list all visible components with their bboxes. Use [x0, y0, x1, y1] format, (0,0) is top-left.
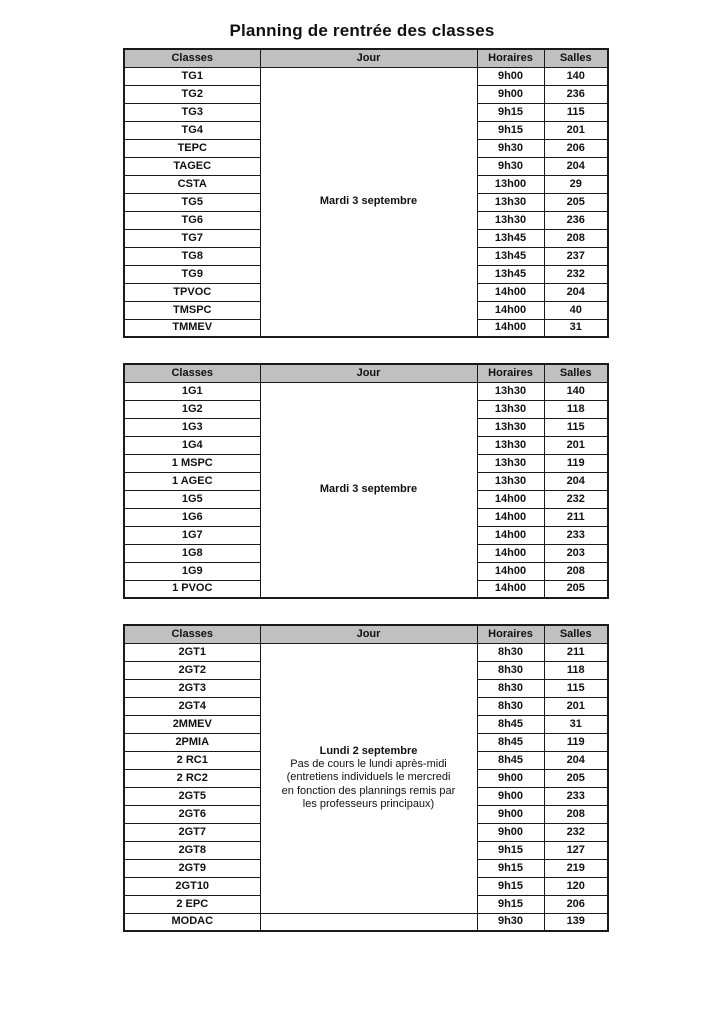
class-cell: 2GT1	[124, 643, 260, 661]
salle-cell: 205	[544, 193, 608, 211]
horaire-cell: 8h30	[477, 643, 544, 661]
column-header-salles: Salles	[544, 49, 608, 67]
horaire-cell: 13h30	[477, 382, 544, 400]
class-cell: 2GT8	[124, 841, 260, 859]
horaire-cell: 13h30	[477, 472, 544, 490]
horaire-cell: 9h15	[477, 103, 544, 121]
horaire-cell: 14h00	[477, 319, 544, 337]
horaire-cell: 8h45	[477, 751, 544, 769]
jour-cell	[260, 67, 477, 337]
class-cell: TG6	[124, 211, 260, 229]
class-cell: 1 MSPC	[124, 454, 260, 472]
horaire-cell: 9h00	[477, 823, 544, 841]
class-cell: 1G5	[124, 490, 260, 508]
class-cell: 1G4	[124, 436, 260, 454]
horaire-cell: 14h00	[477, 562, 544, 580]
jour-day-label: Mardi 3 septembre	[319, 195, 418, 208]
horaire-cell: 8h30	[477, 679, 544, 697]
page-title: Planning de rentrée des classes	[229, 21, 495, 40]
horaire-cell: 9h15	[477, 877, 544, 895]
class-cell: 2GT2	[124, 661, 260, 679]
jour-cell-empty	[260, 913, 477, 931]
salle-cell: 208	[544, 562, 608, 580]
salle-cell: 140	[544, 67, 608, 85]
class-cell: 2GT10	[124, 877, 260, 895]
horaire-cell: 14h00	[477, 301, 544, 319]
horaire-cell: 9h15	[477, 841, 544, 859]
column-header-classes: Classes	[124, 49, 260, 67]
horaire-cell: 13h30	[477, 400, 544, 418]
class-cell: 2MMEV	[124, 715, 260, 733]
horaire-cell: 9h15	[477, 121, 544, 139]
horaire-cell: 14h00	[477, 526, 544, 544]
horaire-cell: 13h30	[477, 436, 544, 454]
jour-day-label: Mardi 3 septembre	[319, 483, 418, 496]
table-row	[124, 382, 608, 400]
salle-cell: 31	[544, 715, 608, 733]
salle-cell: 211	[544, 508, 608, 526]
header-row	[124, 625, 608, 643]
class-cell: 2GT3	[124, 679, 260, 697]
class-cell: TAGEC	[124, 157, 260, 175]
salle-cell: 201	[544, 697, 608, 715]
salle-cell: 115	[544, 679, 608, 697]
column-header-horaires: Horaires	[477, 625, 544, 643]
class-cell: TG5	[124, 193, 260, 211]
class-cell: TMMEV	[124, 319, 260, 337]
horaire-cell: 9h00	[477, 769, 544, 787]
class-cell: 1G1	[124, 382, 260, 400]
column-header-salles: Salles	[544, 625, 608, 643]
planning-table-secondes	[123, 624, 609, 932]
horaire-cell: 9h30	[477, 139, 544, 157]
horaire-cell: 13h30	[477, 193, 544, 211]
horaire-cell: 14h00	[477, 283, 544, 301]
class-cell: MODAC	[124, 913, 260, 931]
horaire-cell: 9h00	[477, 85, 544, 103]
salle-cell: 205	[544, 769, 608, 787]
class-cell: 1G2	[124, 400, 260, 418]
salle-cell: 201	[544, 436, 608, 454]
salle-cell: 206	[544, 895, 608, 913]
class-cell: 1G9	[124, 562, 260, 580]
horaire-cell: 8h30	[477, 697, 544, 715]
class-cell: 1G7	[124, 526, 260, 544]
class-cell: TG4	[124, 121, 260, 139]
class-cell: 2GT4	[124, 697, 260, 715]
horaire-cell: 9h00	[477, 67, 544, 85]
salle-cell: 208	[544, 805, 608, 823]
salle-cell: 120	[544, 877, 608, 895]
class-cell: 2PMIA	[124, 733, 260, 751]
salle-cell: 219	[544, 859, 608, 877]
table-row	[124, 643, 608, 661]
column-header-jour: Jour	[260, 364, 477, 382]
horaire-cell: 14h00	[477, 580, 544, 598]
salle-cell: 204	[544, 472, 608, 490]
horaire-cell: 8h45	[477, 715, 544, 733]
horaire-cell: 9h00	[477, 805, 544, 823]
salle-cell: 204	[544, 283, 608, 301]
class-cell: 2GT6	[124, 805, 260, 823]
class-cell: 1 PVOC	[124, 580, 260, 598]
class-cell: TG3	[124, 103, 260, 121]
class-cell: 2GT9	[124, 859, 260, 877]
class-cell: 1G3	[124, 418, 260, 436]
horaire-cell: 14h00	[477, 490, 544, 508]
class-cell: TG9	[124, 265, 260, 283]
horaire-cell: 8h30	[477, 661, 544, 679]
salle-cell: 31	[544, 319, 608, 337]
header-row	[124, 364, 608, 382]
table-row	[124, 913, 608, 931]
salle-cell: 236	[544, 85, 608, 103]
salle-cell: 119	[544, 733, 608, 751]
salle-cell: 232	[544, 823, 608, 841]
salle-cell: 233	[544, 787, 608, 805]
horaire-cell: 9h15	[477, 895, 544, 913]
salle-cell: 29	[544, 175, 608, 193]
salle-cell: 208	[544, 229, 608, 247]
horaire-cell: 13h30	[477, 211, 544, 229]
class-cell: TEPC	[124, 139, 260, 157]
class-cell: 2 RC1	[124, 751, 260, 769]
header-row	[124, 49, 608, 67]
salle-cell: 115	[544, 103, 608, 121]
horaire-cell: 13h00	[477, 175, 544, 193]
class-cell: 1 AGEC	[124, 472, 260, 490]
class-cell: 2GT7	[124, 823, 260, 841]
salle-cell: 40	[544, 301, 608, 319]
class-cell: CSTA	[124, 175, 260, 193]
salle-cell: 118	[544, 400, 608, 418]
class-cell: TG1	[124, 67, 260, 85]
planning-table-terminales	[123, 48, 609, 338]
class-cell: TMSPC	[124, 301, 260, 319]
salle-cell: 204	[544, 751, 608, 769]
jour-note: Pas de cours le lundi après-midi (entretiens individuels le mercredi en fonction des plannings remis par les professeurs principaux)	[281, 757, 456, 810]
horaire-cell: 13h45	[477, 247, 544, 265]
column-header-horaires: Horaires	[477, 49, 544, 67]
horaire-cell: 14h00	[477, 544, 544, 562]
class-cell: 2GT5	[124, 787, 260, 805]
salle-cell: 140	[544, 382, 608, 400]
tables-container	[123, 48, 723, 932]
salle-cell: 118	[544, 661, 608, 679]
salle-cell: 206	[544, 139, 608, 157]
column-header-jour: Jour	[260, 625, 477, 643]
salle-cell: 119	[544, 454, 608, 472]
class-cell: TG7	[124, 229, 260, 247]
horaire-cell: 13h45	[477, 265, 544, 283]
salle-cell: 203	[544, 544, 608, 562]
class-cell: 1G8	[124, 544, 260, 562]
horaire-cell: 13h30	[477, 454, 544, 472]
class-cell: TG8	[124, 247, 260, 265]
horaire-cell: 14h00	[477, 508, 544, 526]
horaire-cell: 9h15	[477, 859, 544, 877]
class-cell: TPVOC	[124, 283, 260, 301]
salle-cell: 211	[544, 643, 608, 661]
column-header-jour: Jour	[260, 49, 477, 67]
jour-day-label: Lundi 2 septembre	[319, 744, 418, 757]
salle-cell: 204	[544, 157, 608, 175]
column-header-salles: Salles	[544, 364, 608, 382]
column-header-horaires: Horaires	[477, 364, 544, 382]
salle-cell: 127	[544, 841, 608, 859]
table-row	[124, 67, 608, 85]
class-cell: TG2	[124, 85, 260, 103]
class-cell: 2 RC2	[124, 769, 260, 787]
column-header-classes: Classes	[124, 625, 260, 643]
salle-cell: 233	[544, 526, 608, 544]
salle-cell: 201	[544, 121, 608, 139]
jour-cell	[260, 382, 477, 598]
horaire-cell: 13h30	[477, 418, 544, 436]
horaire-cell: 9h30	[477, 157, 544, 175]
salle-cell: 139	[544, 913, 608, 931]
salle-cell: 237	[544, 247, 608, 265]
salle-cell: 236	[544, 211, 608, 229]
salle-cell: 115	[544, 418, 608, 436]
class-cell: 1G6	[124, 508, 260, 526]
salle-cell: 205	[544, 580, 608, 598]
horaire-cell: 8h45	[477, 733, 544, 751]
horaire-cell: 9h30	[477, 913, 544, 931]
horaire-cell: 9h00	[477, 787, 544, 805]
salle-cell: 232	[544, 490, 608, 508]
planning-table-premieres	[123, 363, 609, 599]
salle-cell: 232	[544, 265, 608, 283]
class-cell: 2 EPC	[124, 895, 260, 913]
column-header-classes: Classes	[124, 364, 260, 382]
horaire-cell: 13h45	[477, 229, 544, 247]
jour-cell	[260, 643, 477, 913]
